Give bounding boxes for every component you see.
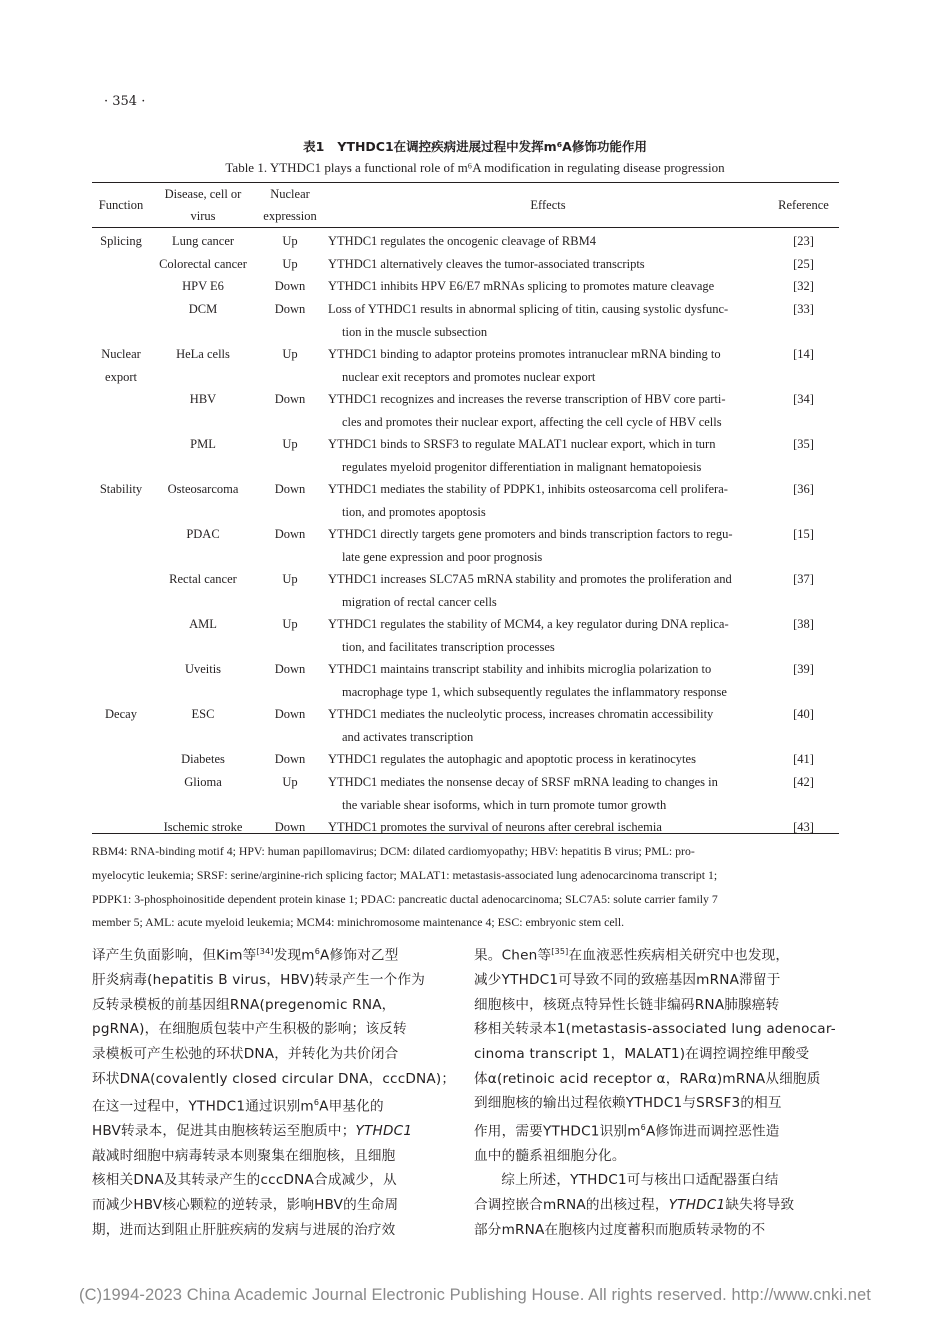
cell-expression: Down [274,662,306,676]
cell-expression: Up [282,572,298,586]
cell-effect: YTHDC1 promotes the survival of neurons after cerebral ischemia [328,820,662,834]
paragraph-line [474,1116,840,1144]
page-number: · 354 · [104,94,146,109]
paragraph-line: 而减少HBV核心颗粒的逆转录，影响HBV的生命周 [92,1197,399,1213]
paragraph-line [92,1091,458,1119]
text-span: 缺失将导致 [725,1197,795,1213]
paragraph-line [92,1119,458,1144]
cell-reference: [39] [793,662,814,676]
paragraph-line [474,940,840,968]
text-span: HBV转录本，促进其由胞核转运至胞质中； [92,1123,356,1140]
cell-expression: Up [282,257,298,271]
cell-disease: Osteosarcoma [167,482,239,496]
paragraph-line: 敲减时细胞中病毒转录本则聚集在细胞核，且细胞 [92,1147,396,1164]
cell-disease: ESC [191,707,215,721]
cell-disease: AML [189,617,217,631]
cell-expression: Down [274,392,306,406]
superscript: 6 [314,947,321,956]
cell-effect: Loss of YTHDC1 results in abnormal splicing of titin, causing systolic dysfunc- [328,302,729,316]
cell-disease: PML [190,437,216,451]
cell-disease: Diabetes [181,752,225,766]
superscript: 6 [313,1098,320,1108]
paragraph-line: 环状DNA(covalently closed circular DNA，cccDNA)； [92,1070,456,1087]
paragraph-line: 期，进而达到阻止肝脏疾病的发病与进展的治疗效 [92,1221,396,1238]
text-span: 在血液恶性疾病相关研究中也发现， [568,947,790,964]
paragraph-line: pgRNA)，在细胞质包装中产生积极的影响；该反转 [92,1021,407,1038]
table-notes [92,840,839,935]
body-right-column [474,940,840,1242]
cell-disease: HBV [189,392,217,406]
cell-effect: YTHDC1 binding to adaptor proteins promotes intranuclear mRNA binding to [328,347,721,361]
paragraph-line: 部分mRNA在胞核内过度蓄积而胞质转录物的不 [474,1221,766,1238]
cell-reference: [32] [793,279,814,293]
cell-effect: YTHDC1 maintains transcript stability and inhibits microglia polarization to [328,662,712,676]
cell-effect: YTHDC1 inhibits HPV E6/E7 mRNAs splicing to promotes mature cleavage [328,279,715,293]
notes-line: member 5; AML: acute myeloid leukemia; MCM4: minichromosome maintenance 4; ESC: embryonic stem cell. [92,915,625,930]
cell-effect: YTHDC1 mediates the nonsense decay of SRSF mRNA leading to changes in [328,775,718,789]
cell-disease: Colorectal cancer [159,257,247,271]
cell-expression: Down [274,820,306,834]
cell-effect: YTHDC1 regulates the oncogenic cleavage of RBM4 [328,234,596,248]
cell-expression: Up [282,234,298,248]
cell-effect-line2: regulates myeloid progenitor differentiation in malignant hematopoiesis [342,459,702,474]
header-nuclear-line2: expression [263,209,317,223]
cell-function: Nuclear [101,347,141,361]
cell-effect-line2: tion in the muscle subsection [342,324,488,339]
cell-disease: HeLa cells [176,347,230,361]
cell-effect: YTHDC1 directly targets gene promoters and binds transcription factors to regu- [328,527,733,541]
paragraph-line: 反转录模板的前基因组RNA(pregenomic RNA， [92,996,396,1013]
citation: [34] [256,947,274,956]
text-span: A甲基化的 [319,1098,384,1115]
cell-reference: [43] [793,820,814,834]
text-span: 果。Chen等 [474,947,552,964]
cell-reference: [25] [793,257,814,271]
text-span: A修饰对乙型 [320,947,399,964]
paragraph-line: 到细胞核的输出过程依赖YTHDC1与SRSF3的相互 [474,1095,782,1112]
cell-reference: [15] [793,527,814,541]
cell-function: Splicing [100,234,142,248]
cell-effect: YTHDC1 regulates the autophagic and apoptotic process in keratinocytes [328,752,696,766]
header-effects: Effects [530,198,566,212]
cell-reference: [23] [793,234,814,248]
cell-disease: HPV E6 [182,279,224,293]
cell-effect-line2: migration of rectal cancer cells [342,594,497,609]
cell-expression: Down [274,527,306,541]
cell-effect: YTHDC1 increases SLC7A5 mRNA stability and promotes the proliferation and [328,572,732,586]
paragraph-line: 移相关转录本1(metastasis-associated lung adenocar- [474,1021,836,1038]
header-disease-line1: Disease, cell or [164,187,242,201]
table-header [92,182,839,228]
gene-name: YTHDC1 [668,1197,726,1213]
cell-effect: YTHDC1 binds to SRSF3 to regulate MALAT1 nuclear export, which in turn [328,437,716,451]
cell-effect: YTHDC1 alternatively cleaves the tumor-associated transcripts [328,257,645,271]
cell-effect: YTHDC1 recognizes and increases the reverse transcription of HBV core parti- [328,392,726,406]
paragraph-line: 减少YTHDC1可导致不同的致癌基因mRNA滞留于 [474,972,781,989]
cell-reference: [38] [793,617,814,631]
cell-reference: [42] [793,775,814,789]
header-reference: Reference [778,198,829,212]
paragraph-line: 血中的髓系祖细胞分化。 [474,1147,626,1164]
cell-effect: YTHDC1 regulates the stability of MCM4, a key regulator during DNA replica- [328,617,729,631]
cell-disease: Uveitis [184,662,222,676]
cell-function: Stability [99,482,143,496]
cell-expression: Down [274,302,306,316]
text-span: 合调控嵌合mRNA的出核过程， [474,1197,669,1213]
cell-effect-line2: and activates transcription [342,729,474,744]
notes-line: PDPK1: 3-phosphoinositide dependent protein kinase 1; PDAC: pancreatic ductal adenocarcinoma; SLC7A5: solute carrier family 7 [92,891,718,906]
cell-reference: [35] [793,437,814,451]
paragraph-line [92,940,458,968]
superscript: 6 [640,1122,646,1132]
cell-function: Decay [105,707,137,721]
cell-expression: Up [282,775,298,789]
cell-effect-line2: tion, and facilitates transcription processes [342,639,555,654]
citation: [35] [551,947,569,956]
cell-effect-line2: cles and promotes their nuclear export, affecting the cell cycle of HBV cells [342,414,722,429]
cell-disease: Lung cancer [171,234,235,248]
gene-name: YTHDC1 [355,1123,413,1140]
paragraph-line: cinoma transcript 1，MALAT1)在调控调控维甲酸受 [474,1045,810,1062]
cell-reference: [41] [793,752,814,766]
header-nuclear-line1: Nuclear [270,187,310,201]
table-caption-en: Table 1. YTHDC1 plays a functional role of m⁶A modification in regulating disease progression [225,160,725,175]
paragraph-line: 体α(retinoic acid receptor α，RARα)mRNA从细胞质 [474,1070,821,1087]
notes-line: myelocytic leukemia; SRSF: serine/arginine-rich splicing factor; MALAT1: metastasis-associated lung adenocarcinoma transcript 1; [92,867,718,882]
caption-cn-prefix: 表1 [303,139,325,154]
cell-reference: [37] [793,572,814,586]
cell-effect-line2: the variable shear isoforms, which in turn promote tumor growth [342,797,667,812]
cell-expression: Up [282,617,298,631]
cell-disease: PDAC [186,527,220,541]
caption-cn-text: YTHDC1在调控疾病进展过程中发挥m⁶A修饰功能作用 [337,139,647,154]
cell-effect-line2: tion, and promotes apoptosis [342,504,486,519]
table-caption-cn [0,137,950,155]
paragraph-line: 细胞核中，核斑点特异性长链非编码RNA肺腺癌转 [474,996,780,1013]
cell-reference: [33] [793,302,814,316]
cell-reference: [14] [793,347,814,361]
cell-reference: [36] [793,482,814,496]
cell-expression: Down [274,752,306,766]
cell-effect: YTHDC1 mediates the stability of PDPK1, inhibits osteosarcoma cell prolifera- [328,482,728,496]
copyright-footer: (C)1994-2023 China Academic Journal Electronic Publishing House. All rights reserved. http://www.cnki.net [79,1286,871,1304]
paragraph-line: 综上所述，YTHDC1可与核出口适配器蛋白结 [501,1172,779,1189]
header-disease-line2: virus [190,209,216,223]
cell-reference: [40] [793,707,814,721]
cell-reference: [34] [793,392,814,406]
cell-disease: Glioma [184,775,222,789]
text-span: 发现m [273,947,315,964]
text-span: 在这一过程中，YTHDC1通过识别m [92,1098,314,1115]
text-span: 作用，需要YTHDC1识别m [474,1123,641,1140]
paragraph-line: 核相关DNA及其转录产生的cccDNA合成减少，从 [92,1172,397,1189]
cell-disease: Rectal cancer [169,572,237,586]
paragraph-line: 肝炎病毒(hepatitis B virus，HBV)转录产生一个作为 [92,972,426,989]
cell-effect-line2: macrophage type 1, which subsequently regulates the inflammatory response [342,684,727,699]
cell-expression: Up [282,347,298,361]
cell-expression: Down [274,482,306,496]
cell-disease: Ischemic stroke [163,820,243,834]
text-span: A修饰进而调控恶性造 [645,1123,780,1140]
notes-line: RBM4: RNA-binding motif 4; HPV: human papillomavirus; DCM: dilated cardiomyopathy; HBV: hepatitis B virus; PML: pro- [92,844,695,858]
cell-effect-line2: late gene expression and poor prognosis [342,549,543,564]
header-function: Function [98,198,144,212]
paragraph-line: 录模板可产生松弛的环状DNA，并转化为共价闭合 [92,1045,399,1062]
cell-expression: Down [274,279,306,293]
cell-effect-line2: nuclear exit receptors and promotes nuclear export [342,369,596,384]
text-span: 译产生负面影响，但Kim等 [92,947,257,964]
cell-effect: YTHDC1 mediates the nucleolytic process, increases chromatin accessibility [328,707,714,721]
cell-expression: Down [274,707,306,721]
cell-expression: Up [282,437,298,451]
cell-function-line2: export [105,369,137,384]
cell-disease: DCM [188,302,218,316]
body-left-column [92,940,458,1242]
paragraph-line [474,1193,840,1218]
